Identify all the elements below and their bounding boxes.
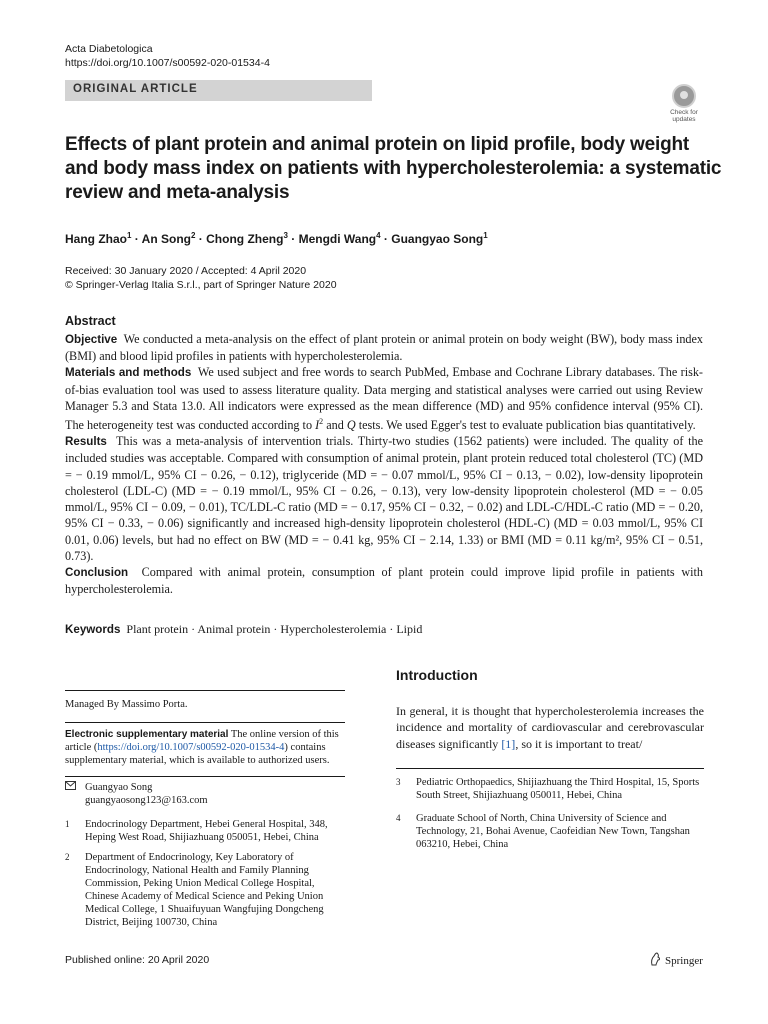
publisher-logo[interactable] — [649, 952, 703, 969]
affiliation-3-mark: 3 — [396, 777, 401, 787]
author-affiliation-mark: 3 — [283, 231, 288, 240]
objective-text: We conducted a meta-analysis on the effect of plant protein or animal protein on body weight (BW), body mass index (BMI) and blood lipid profiles in patients with hypercholesterolemia. — [65, 332, 704, 364]
author-separator: · — [195, 232, 207, 246]
methods-text: We used subject and free words to search PubMed, Embase and Cochrane Library databases. The risk-of-bias evaluation tool was used to assess literature quality. Data merging and statistical analyses were carried out using Review Manager 5.3 and Stata 13.0. All indicators were expressed as the mean difference (MD) and 95% confidence interval (95% CI). The heterogeneity test was conducted according to — [65, 365, 703, 433]
footnote-divider-contact — [65, 776, 345, 777]
author-name[interactable]: Chong Zheng — [206, 232, 284, 246]
methods-text-and: and — [323, 418, 347, 433]
introduction-heading: Introduction — [396, 667, 478, 683]
doi-link[interactable]: https://doi.org/10.1007/s00592-020-01534-4 — [65, 57, 270, 69]
author-name[interactable]: Mengdi Wang — [298, 232, 377, 246]
methods-text-end: tests. We used Egger's test to evaluate publication bias quantitatively. — [355, 418, 696, 433]
abstract-conclusion — [65, 564, 703, 597]
conclusion-label: Conclusion — [65, 565, 129, 579]
keywords-label: Keywords — [65, 623, 121, 636]
abstract-heading: Abstract — [65, 314, 116, 328]
affiliation-3-text: Pediatric Orthopaedics, Shijiazhuang the Third Hospital, 15, Sports South Street, Shijiazhuang 050011, Hebei, China — [416, 777, 700, 801]
affiliation-2-text: Department of Endocrinology, Key Laboratory of Endocrinology, National Health and Family Planning Commission, Peking Union Medical College Hospital, Chinese Academy of Medical Science and Peking Union Medical College, 1 Shuaifuyuan Wangfujing Dongcheng District, Beijing 100730, China — [85, 852, 324, 928]
objective-label: Objective — [65, 333, 118, 346]
i-squared-symbol: I — [315, 418, 320, 433]
affiliation-1 — [65, 818, 345, 844]
footnote-divider-managed — [65, 722, 345, 723]
check-updates-line2: updates — [672, 116, 696, 123]
affiliation-4-text: Graduate School of North, China University of Science and Technology, 21, Bohai Avenue, Caofeidian New Town, Tangshan 063210, Hebei, China — [416, 813, 690, 850]
author-affiliation-mark: 1 — [483, 231, 488, 240]
article-title: Effects of plant protein and animal protein on lipid profile, body weight and body mass index on patients with hypercholesterolemia: a systematic review and meta-analysis — [65, 134, 722, 203]
managed-by-note: Managed By Massimo Porta. — [65, 699, 188, 710]
check-for-updates-button[interactable] — [664, 84, 704, 124]
author-separator: · — [287, 232, 299, 246]
results-label: Results — [65, 435, 107, 449]
results-text: This was a meta-analysis of intervention trials. Thirty-two studies (1562 patients) were included. The quality of the included studies was acceptable. Compared with consumption of animal protein, plant protein reduced total cholesterol (TC) (MD = − 0.19 mmol/L, 95% CI − 0.26, − 0.12), triglyceride (MD = − 0.07 mmol/L, 95% CI − 0.13, − 0.02), low-density lipoprotein cholesterol (LDL-C) (MD = − 0.19 mmol/L, 95% CI − 0.26, − 0.13), very low-density lipoprotein cholesterol (MD = − 0.05 mmol/L, 95% CI − 0.09, − 0.01), TC/LDL-C ratio (MD = − 0.17, 95% CI − 0.32, − 0.02) and LDL-C/HDL-C ratio (MD = − 0.20, 95% CI − 0.33, − 0.06) significantly and increased high-density lipoprotein cholesterol (HDL-C) (MD = 0.03 mmol/L, 95% CI 0.01, 0.06) levels, but had no effect on BW (MD = − 0.41 kg, 95% CI − 2.14, 1.33) or BMI (MD = 0.11 kg/m², 95% CI − 0.51, 0.73). — [65, 434, 703, 563]
abstract-objective — [65, 331, 703, 364]
citation-link[interactable]: [1] — [501, 736, 516, 751]
received-accepted-dates: Received: 30 January 2020 / Accepted: 4 April 2020 — [65, 265, 307, 277]
introduction-text — [396, 703, 704, 752]
affiliation-2-mark: 2 — [65, 852, 70, 862]
contact-email[interactable]: guangyaosong123@163.com — [85, 795, 208, 806]
footnotes-right — [396, 776, 704, 861]
author-affiliation-mark: 1 — [127, 231, 132, 240]
footnote-divider-left — [65, 690, 345, 691]
intro-text-a: In general, it is thought that hypercholesterolemia increases the incidence and mortality of cardiovascular and cerebrovascular diseases significantly — [396, 704, 704, 751]
author-list — [65, 228, 488, 247]
article-type-label: ORIGINAL ARTICLE — [73, 83, 198, 95]
journal-name: Acta Diabetologica — [65, 43, 153, 55]
corresponding-author — [65, 781, 345, 807]
footnote-divider-right — [396, 768, 704, 769]
abstract-methods — [65, 364, 703, 433]
esm-note — [65, 728, 345, 767]
esm-doi-link[interactable]: https://doi.org/10.1007/s00592-020-01534-4 — [97, 742, 285, 753]
abstract-body — [65, 331, 703, 597]
q-symbol: Q — [346, 418, 356, 433]
affiliation-4-mark: 4 — [396, 813, 401, 823]
envelope-icon — [65, 781, 85, 807]
author-affiliation-mark: 4 — [376, 231, 381, 240]
affiliation-2 — [65, 851, 345, 929]
affiliation-3 — [396, 776, 704, 802]
publisher-name: Springer — [665, 954, 703, 967]
published-online-date: Published online: 20 April 2020 — [65, 954, 210, 966]
keywords — [65, 621, 422, 638]
author-name[interactable]: Guangyao Song — [391, 232, 484, 246]
i-squared-exponent: 2 — [319, 417, 324, 427]
esm-text-a: The online version of this article ( — [65, 729, 339, 753]
author-name[interactable]: An Song — [141, 232, 191, 246]
conclusion-text: Compared with animal protein, consumption of plant protein could improve lipid profile in patients with hypercholesterolemia. — [65, 564, 703, 597]
esm-text-b: ) contains supplementary material, which is available to authorized users. — [65, 742, 330, 766]
affiliation-4 — [396, 812, 704, 851]
abstract-results — [65, 433, 703, 564]
check-updates-icon — [672, 84, 696, 108]
affiliation-1-text: Endocrinology Department, Hebei General Hospital, 348, Heping West Road, Shijiazhuang 050051, Hebei, China — [85, 819, 328, 843]
affiliation-1-mark: 1 — [65, 819, 70, 829]
article-type-banner — [65, 80, 372, 101]
springer-horse-icon — [649, 952, 661, 969]
esm-label: Electronic supplementary material — [65, 729, 229, 740]
methods-label: Materials and methods — [65, 366, 192, 380]
author-separator: · — [131, 232, 142, 246]
author-affiliation-mark: 2 — [191, 231, 196, 240]
author-name[interactable]: Hang Zhao — [65, 232, 127, 246]
contact-name: Guangyao Song — [85, 782, 153, 793]
author-separator: · — [380, 232, 392, 246]
keywords-text: Plant protein · Animal protein · Hypercholesterolemia · Lipid — [126, 622, 423, 636]
copyright-notice: © Springer-Verlag Italia S.r.l., part of Springer Nature 2020 — [65, 279, 337, 291]
intro-text-b: , so it is important to treat/ — [515, 736, 643, 751]
check-updates-line1: Check for — [670, 109, 698, 116]
